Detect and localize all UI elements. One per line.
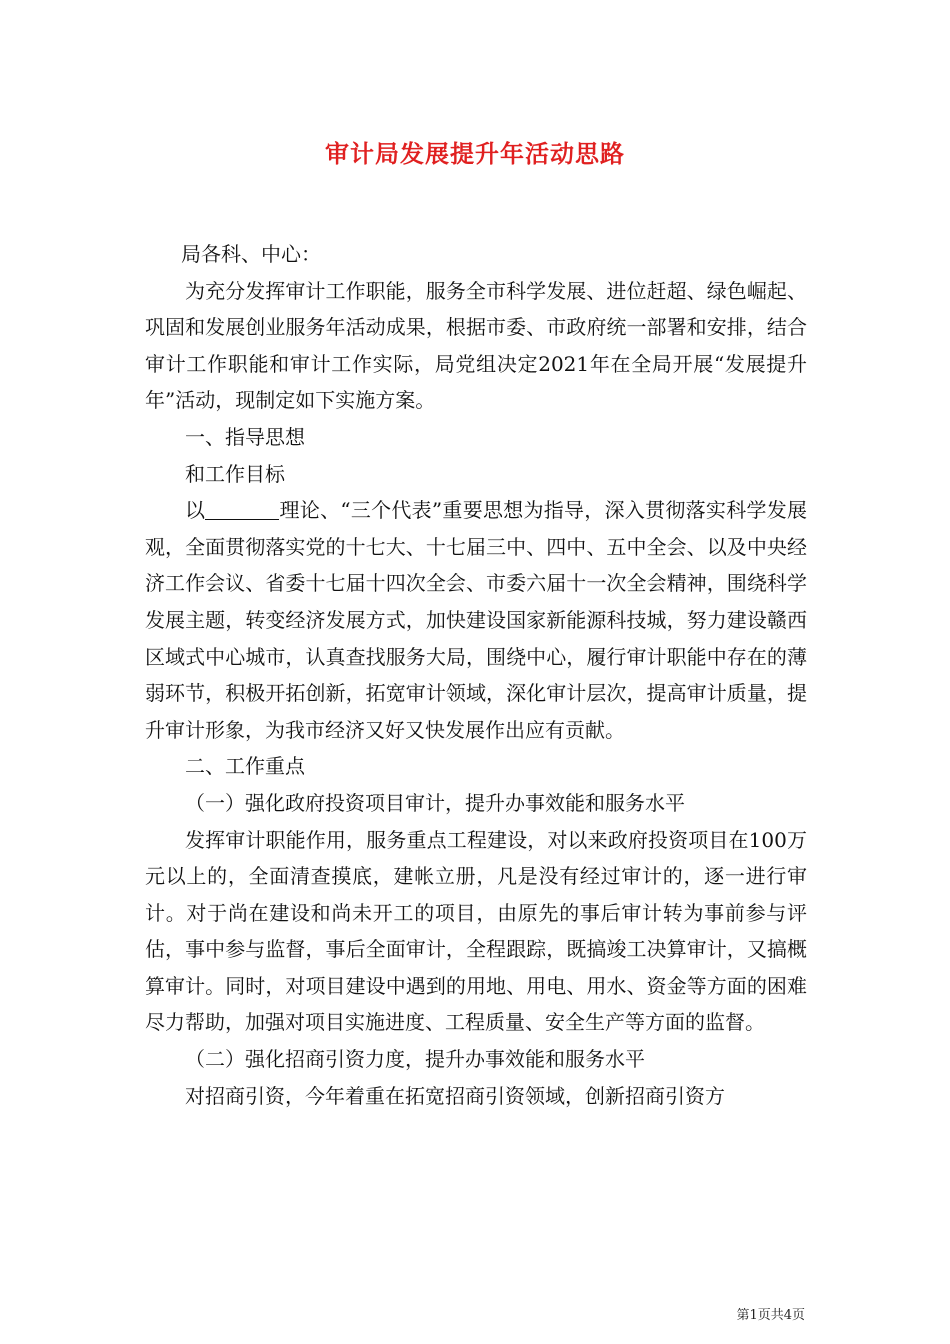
heading-work-goals: 和工作目标 — [185, 461, 285, 486]
paragraph-guidance — [145, 492, 807, 748]
page-number: 第1页共4页 — [736, 1308, 805, 1323]
guidance-text: 理论、“三个代表”重要思想为指导，深入贯彻落实科学发展观，全面贯彻落实党的十七大、十七届三中、四中、五中全会、以及中央经济工作会议、省委十七届十四次全会、市委六届十一次全会精神，围绕科学发展主题，转变经济发展方式，加快建设国家新能源科技城，努力建设赣西区域式中心城市，认真查找服务大局，围绕中心，履行审计职能中存在的薄弱环节，积极开拓创新，拓宽审计领域，深化审计层次，提高审计质量，提升审计形象，为我市经济又好又快发展作出应有贡献。 — [145, 498, 808, 742]
heading-work-focus: 二、工作重点 — [185, 754, 305, 779]
blank-underline — [205, 499, 279, 520]
subheading-investment-attraction: （二）强化招商引资力度，提升办事效能和服务水平 — [185, 1047, 645, 1072]
guidance-prefix: 以 — [185, 498, 206, 523]
paragraph-investment-attraction: 对招商引资，今年着重在拓宽招商引资领域，创新招商引资方 — [185, 1083, 725, 1108]
document-body — [145, 236, 807, 1114]
heading-guiding-ideology: 一、指导思想 — [185, 424, 305, 449]
subheading-investment-audit: （一）强化政府投资项目审计，提升办事效能和服务水平 — [185, 790, 685, 815]
paragraph-intro: 为充分发挥审计工作职能，服务全市科学发展、进位赶超、绿色崛起、巩固和发展创业服务年活动成果，根据市委、市政府统一部署和安排，结合审计工作职能和审计工作实际，局党组决定2021年在全局开展“发展提升年”活动，现制定如下实施方案。 — [145, 278, 807, 413]
salutation: 局各科、中心： — [181, 242, 321, 266]
paragraph-investment-audit: 发挥审计职能作用，服务重点工程建设，对以来政府投资项目在100万元以上的，全面清查摸底，建帐立册，凡是没有经过审计的，逐一进行审计。对于尚在建设和尚未开工的项目，由原先的事后审计转为事前参与评估，事中参与监督，事后全面审计，全程跟踪，既搞竣工决算审计，又搞概算审计。同时，对项目建设中遇到的用地、用电、用水、资金等方面的困难尽力帮助，加强对项目实施进度、工程质量、安全生产等方面的监督。 — [145, 827, 807, 1035]
document-title: 审计局发展提升年活动思路 — [325, 139, 625, 168]
